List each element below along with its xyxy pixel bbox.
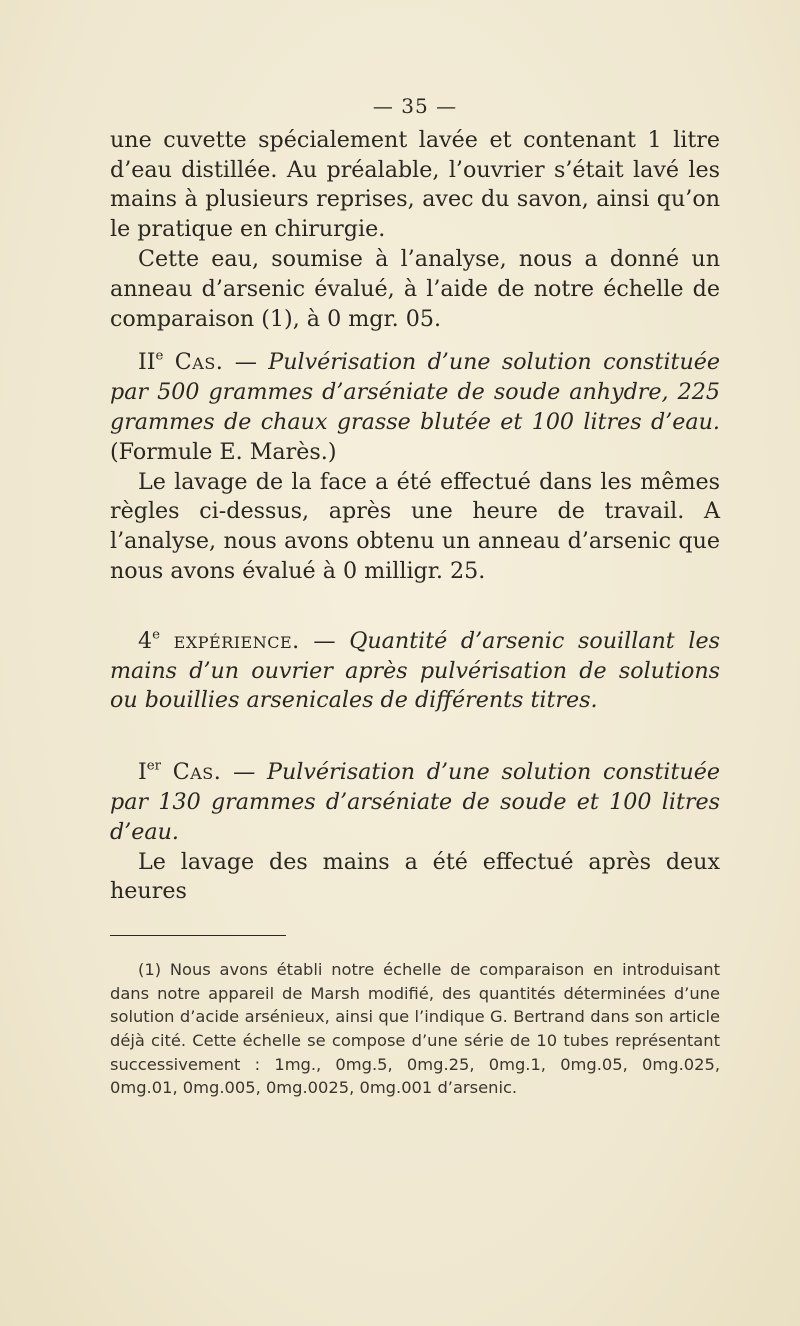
case-1-heading xyxy=(110,758,720,847)
case-1-dash: — xyxy=(221,759,268,786)
case-2-heading xyxy=(110,348,720,467)
case-1-label: I xyxy=(138,759,147,786)
case-1-title: Pulvérisation d’une solution constituée par 130 grammes d’arséniate de soude et 100 litres d’eau. xyxy=(110,759,720,845)
paragraph-1: une cuvette spécialement lavée et contenant 1 litre d’eau distillée. Au préalable, l’ouvrier s’était lavé les mains à plusieurs reprises, avec du savon, ainsi qu’on le pratique en chirurgie. xyxy=(110,126,720,243)
page-number: — 35 — xyxy=(372,94,458,118)
case-2-label-sup: e xyxy=(155,349,164,365)
case-2-label: II xyxy=(138,349,156,376)
page-content xyxy=(110,92,720,1100)
paragraph-2: Cette eau, soumise à l’analyse, nous a donné un anneau d’arsenic évalué, à l’aide de notre échelle de comparaison (1), à 0 mgr. 05. xyxy=(110,245,720,332)
paragraph-3: Le lavage de la face a été effectué dans les mêmes règles ci-dessus, après une heure de travail. A l’analyse, nous avons obtenu un anneau d’arsenic que nous avons évalué à 0 milligr. 25. xyxy=(110,468,720,584)
case-1-cas: Cas. xyxy=(172,759,222,786)
case-2-title: Pulvérisation d’une solution constituée par 500 grammes d’arséniate de soude anhydre, 225 grammes de chaux grasse blutée et 100 litres d’eau. xyxy=(110,349,721,435)
experiment-4-sup: e xyxy=(152,627,161,643)
experiment-4-number: 4 xyxy=(138,627,153,654)
experiment-4-word: expérience. xyxy=(173,627,300,654)
experiment-4-heading xyxy=(110,627,720,716)
case-2-cas: Cas. xyxy=(174,349,224,376)
case-2-dash: — xyxy=(223,349,269,376)
footnote-rule xyxy=(110,935,286,936)
experiment-4-dash: — xyxy=(299,627,350,654)
footnote: (1) Nous avons établi notre échelle de comparaison en introduisant dans notre appareil de Marsh modifié, des quantités déterminées d’une solution d’acide arsénieux, ainsi que l’indique G. Bertrand dans son article déjà cité. Cette échelle se compose d’une série de 10 tubes représentant successivement : 1mg., 0mg.5, 0mg.25, 0mg.1, 0mg.05, 0mg.025, 0mg.01, 0mg.005, 0mg.0025, 0mg.001 d’arsenic. xyxy=(110,960,720,1098)
case-1-label-sup: er xyxy=(146,758,162,774)
experiment-4-title: Quantité d’arsenic souillant les mains d’un ouvrier après pulvérisation de solutions ou bouillies arsenicales de différents titres. xyxy=(110,627,720,714)
case-2-tail: (Formule E. Marès.) xyxy=(110,438,337,465)
paragraph-4: Le lavage des mains a été effectué après deux heures xyxy=(110,848,720,905)
